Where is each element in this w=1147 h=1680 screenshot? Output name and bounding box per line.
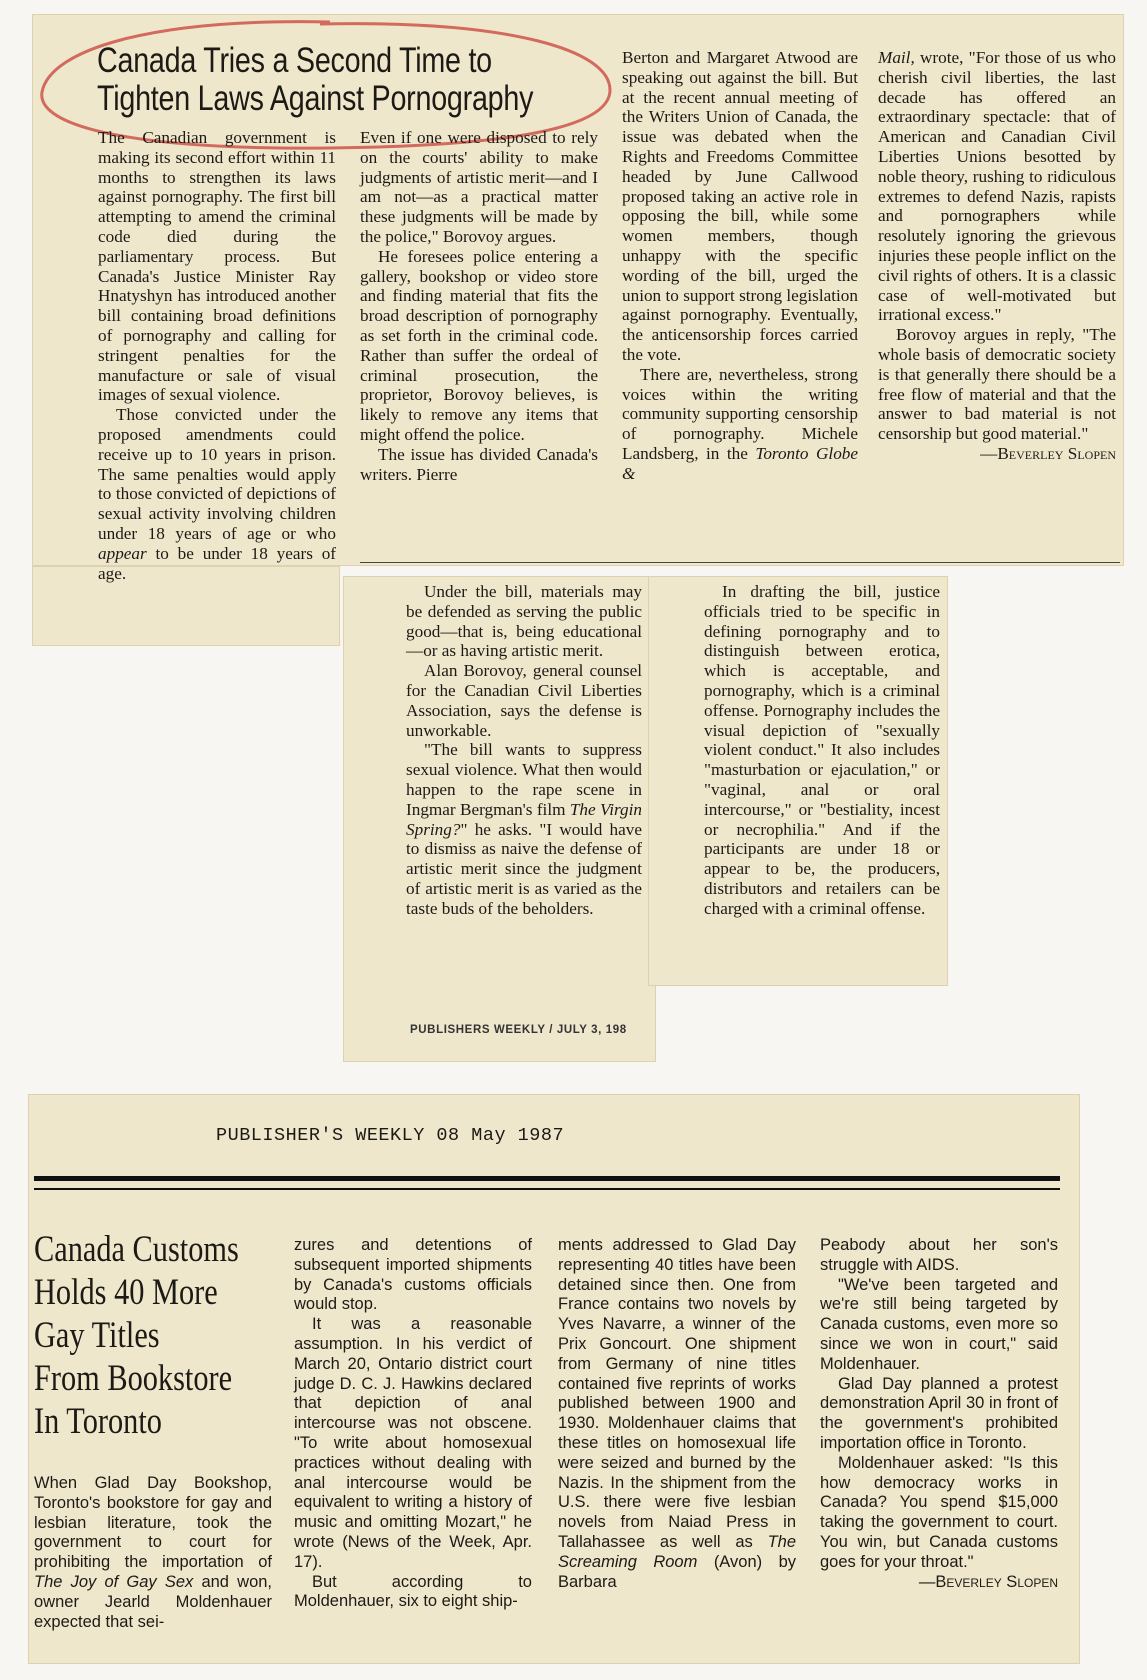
article1-headline: Canada Tries a Second Time to Tighten Laws Against Pornography	[97, 41, 534, 118]
article2-rule-thin	[34, 1188, 1060, 1190]
article1-byline: —Beverley Slopen	[980, 443, 1116, 463]
article2-column-4: Peabody about her son's struggle with AIDS. "We've been targeted and we're still being targeted by Canada customs, even more so since we won in court," said Moldenhauer. Glad Day planned a protest demonstration April 30 in front of the government's prohibited importation office in Toronto. Moldenhauer asked: "Is this how democracy works in Canada? You spend $15,000 taking the government to court. You win, but Canada customs goes for your throat." —Beverley Slopen	[820, 1236, 1058, 1591]
article2-dateline: PUBLISHER'S WEEKLY 08 May 1987	[216, 1125, 565, 1146]
article2-column-2: zures and detentions of subsequent imported shipments by Canada's customs officials would stop. It was a reasonable assumption. In his verdict of March 20, Ontario district court judge D. C. J. Hawkins declared that depiction of anal intercourse was not obscene. "To write about homosexual practices without dealing with anal intercourse would be equivalent to writing a history of music and omitting Mozart," he wrote (News of the Week, Apr. 17). But according to Moldenhauer, six to eight ship-	[294, 1236, 532, 1611]
article1-column-4: Mail, wrote, "For those of us who cherish civil liberties, the last decade has offered an extraordinary spectacle: that of American and Canadian Civil Liberties Unions besotted by noble theory, rushing to ridiculous extremes to defend Nazis, rapists and pornographers while resolutely ignoring the grievous injuries these people inflict on the civil rights of others. It is a classic case of well-motivated but irrational excess." Borovoy argues in reply, "The whole basis of democratic society is that generally there should be a free flow of material and that the answer to bad material is not censorship but good material." —Beverley Slopen	[878, 48, 1117, 463]
article2-column-3: ments addressed to Glad Day representing 40 titles have been detained since then. One from France contains two novels by Yves Navarre, a winner of the Prix Goncourt. One shipment from Germany of nine titles contained five reprints of works published between 1900 and 1930. Moldenhauer claims that these titles on homosexual life were seized and burned by the Nazis. In the shipment from the U.S. there were five lesbian novels from Naiad Press in Tallahassee as well as The Screaming Room (Avon) by Barbara	[558, 1236, 797, 1591]
article1-column-3: Berton and Margaret Atwood are speaking out against the bill. But at the recent annual meeting of the Writers Union of Canada, the issue was debated when the Rights and Freedoms Committee headed by June Callwood proposed taking an active role in opposing the bill, while some women members, though unhappy with the specific wording of the bill, urged the union to support strong legislation against pornography. Eventually, the anticensorship forces carried the vote. There are, nevertheless, strong voices within the writing community supporting censorship of pornography. Michele Landsberg, in the Toronto Globe &	[622, 48, 859, 483]
article2-rule-thick	[34, 1176, 1060, 1181]
article1-column-1: The Canadian government is making its second effort within 11 months to strengthen its laws against pornography. The first bill attempting to amend the criminal code died during the parliamentary process. But Canada's Justice Minister Ray Hnatyshyn has introduced another bill containing broad definitions of pornography and calling for stringent penalties for the manufacture or sale of visual images of sexual violence. Those convicted under the proposed amendments could receive up to 10 years in prison. The same penalties would apply to those convicted of depictions of sexual activity involving children under 18 years of age or who appear to be under 18 years of age.	[98, 128, 337, 583]
article1-middle-column-b: In drafting the bill, justice officials tried to be specific in defining pornography and to distinguish between erotica, which is acceptable, and pornography, which is a criminal offense. Pornography includes the visual depiction of "sexually violent conduct." It also includes "masturbation or ejaculation," or "vaginal, anal or oral intercourse," or "bestiality, incest or necrophilia." And if the participants are under 18 or appear to be, the producers, distributors and retailers can be charged with a criminal offense.	[704, 582, 940, 918]
article1-column-2: Even if one were disposed to rely on the courts' ability to make judgments of artistic merit—and I am not—as a practical matter these judgments will be made by the police," Borovoy argues. He foresees police entering a gallery, bookshop or video store and finding material that fits the broad description of pornography as set forth in the criminal code. Rather than suffer the ordeal of criminal prosecution, the proprietor, Borovoy believes, is likely to remove any items that might offend the police. The issue has divided Canada's writers. Pierre	[360, 128, 598, 484]
article1-middle-column-a: Under the bill, materials may be defended as serving the public good—that is, being educational—or as having artistic merit. Alan Borovoy, general counsel for the Canadian Civil Liberties Association, says the defense is unworkable. "The bill wants to suppress sexual violence. What then would happen to the rape scene in Ingmar Bergman's film The Virgin Spring?" he asks. "I would have to dismiss as naive the defense of artistic merit since the judgment of artistic merit is as varied as the taste buds of the beholders.	[406, 582, 642, 918]
article1-rule	[360, 562, 1120, 563]
article2-headline: Canada Customs Holds 40 More Gay Titles From Bookstore In Toronto	[34, 1229, 239, 1442]
article1-source-credit: PUBLISHERS WEEKLY / JULY 3, 198	[410, 1024, 627, 1036]
article2-column-1: When Glad Day Bookshop, Toronto's bookstore for gay and lesbian literature, took the government to court for prohibiting the importation of The Joy of Gay Sex and won, owner Jearld Moldenhauer expected that sei-	[34, 1474, 273, 1631]
article2-byline: —Beverley Slopen	[918, 1572, 1058, 1591]
